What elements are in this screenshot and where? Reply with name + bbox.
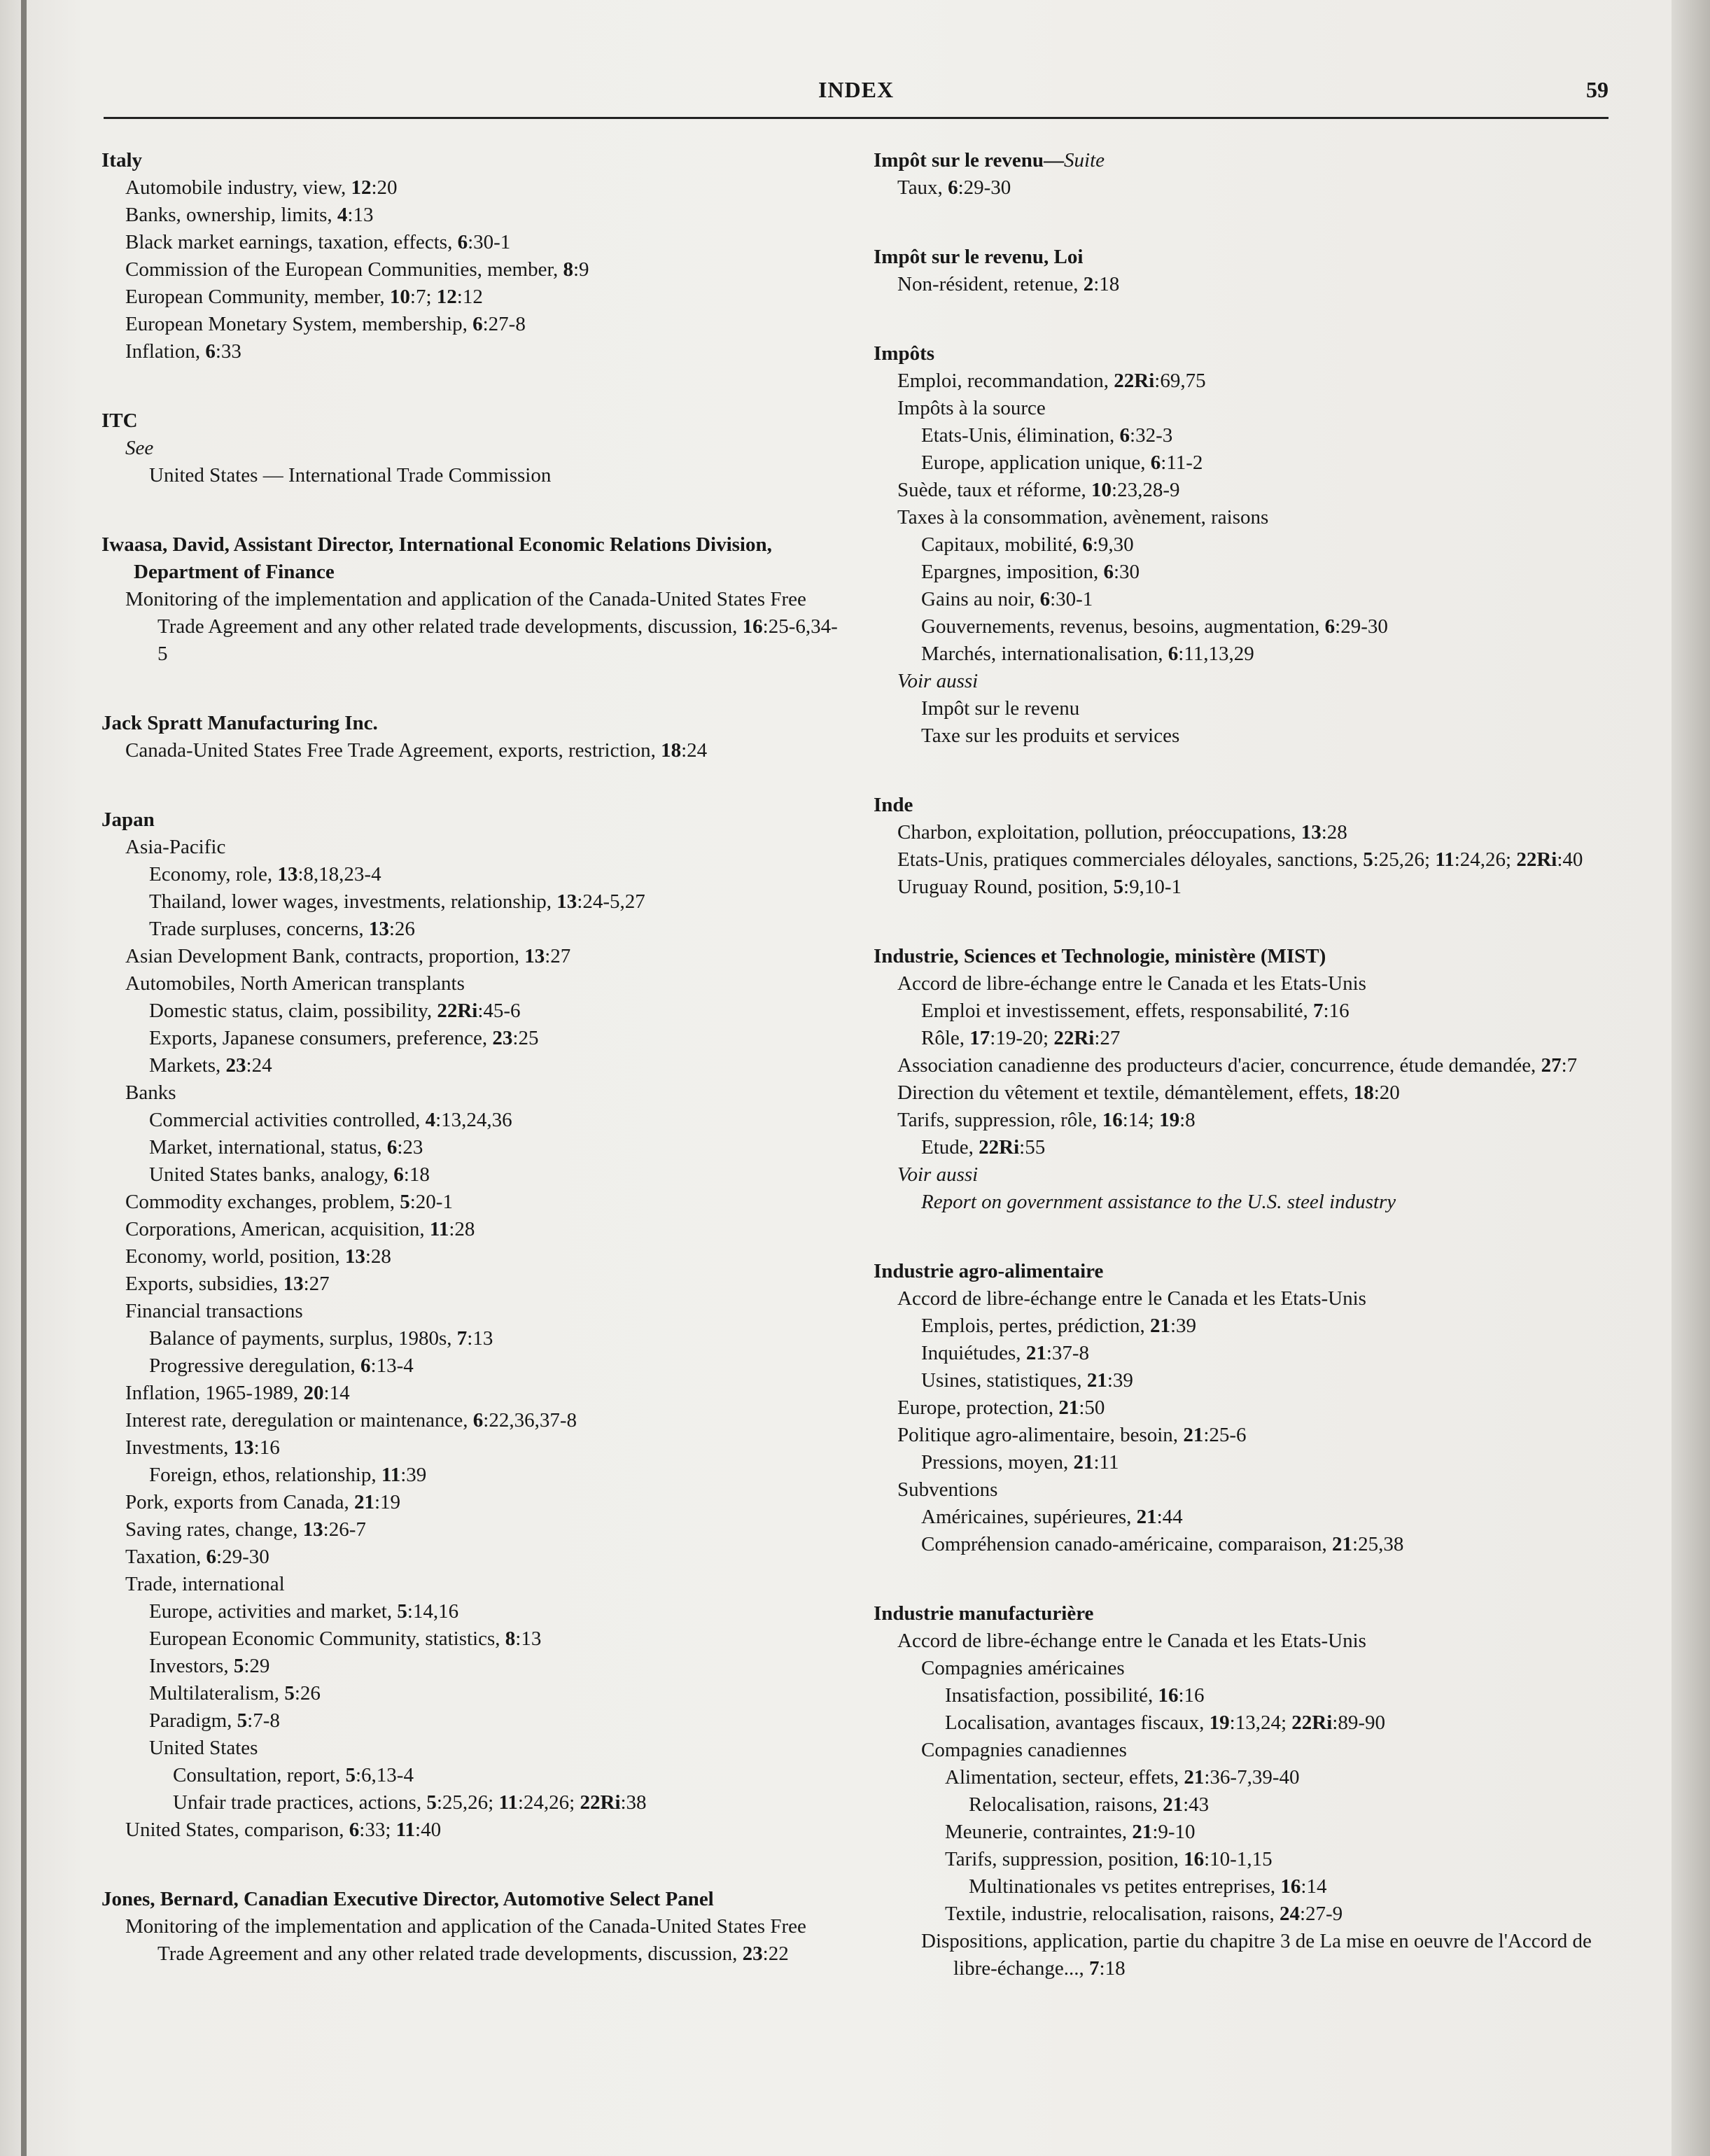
index-entry-heading: Inde (874, 794, 913, 816)
index-subentry: United States — International Trade Commission (149, 464, 552, 486)
index-subentry: United States banks, analogy, 6:18 (149, 1163, 430, 1186)
index-subentry: Voir aussi (897, 670, 979, 692)
index-entry-heading: Industrie, Sciences et Technologie, ministère (MIST) (874, 945, 1326, 967)
index-subentry: Charbon, exploitation, pollution, préoccupations, 13:28 (897, 821, 1347, 844)
index-subentry: Exports, subsidies, 13:27 (125, 1273, 330, 1295)
index-subentry: Banks (125, 1082, 176, 1104)
page-title: INDEX (818, 77, 895, 102)
index-entry (101, 806, 843, 1844)
index-entry (874, 1600, 1612, 1982)
index-subentry: Politique agro-alimentaire, besoin, 21:25-6 (897, 1424, 1247, 1446)
index-subentry: Commission of the European Communities, member, 8:9 (125, 258, 589, 281)
index-subentry: Thailand, lower wages, investments, relationship, 13:24-5,27 (149, 890, 645, 913)
index-subentry: Alimentation, secteur, effets, 21:36-7,39-40 (945, 1766, 1300, 1788)
index-subentry: Etats-Unis, élimination, 6:32-3 (921, 424, 1173, 447)
index-entry (101, 531, 843, 668)
index-subentry: Automobiles, North American transplants (125, 972, 465, 995)
index-subentry: Inflation, 1965-1989, 20:14 (125, 1382, 350, 1404)
index-subentry: Report on government assistance to the U.S. steel industry (921, 1191, 1396, 1213)
index-subentry: Interest rate, deregulation or maintenance, 6:22,36,37-8 (125, 1409, 577, 1432)
index-subentry: Paradigm, 5:7-8 (149, 1709, 280, 1732)
index-subentry: Monitoring of the implementation and application of the Canada-United States Free Trade Agreement and any other related trade developments, discussion, 16:25-6,34-5 (125, 588, 838, 665)
index-subentry: European Community, member, 10:7; 12:12 (125, 286, 483, 308)
index-entry (101, 407, 843, 489)
index-subentry: Investments, 13:16 (125, 1436, 280, 1459)
index-subentry: Trade, international (125, 1573, 285, 1595)
index-subentry: Gouvernements, revenus, besoins, augmentation, 6:29-30 (921, 615, 1388, 638)
index-subentry: Markets, 23:24 (149, 1054, 272, 1077)
index-subentry: Pressions, moyen, 21:11 (921, 1451, 1119, 1474)
index-subentry: Suède, taux et réforme, 10:23,28-9 (897, 479, 1180, 501)
index-subentry: Asia-Pacific (125, 836, 226, 858)
index-subentry: Uruguay Round, position, 5:9,10-1 (897, 876, 1182, 898)
index-entry (874, 244, 1612, 298)
index-subentry: Emploi, recommandation, 22Ri:69,75 (897, 370, 1206, 392)
header-rule (104, 117, 1609, 119)
index-entry-heading: Impôts (874, 342, 935, 365)
page-header (104, 77, 1609, 112)
page-binding-edge (21, 0, 27, 2156)
index-subentry: Relocalisation, raisons, 21:43 (969, 1793, 1210, 1816)
index-subentry: Taxation, 6:29-30 (125, 1546, 269, 1568)
index-subentry: Europe, application unique, 6:11-2 (921, 451, 1203, 474)
index-subentry: European Economic Community, statistics, 8:13 (149, 1628, 542, 1650)
index-subentry: Foreign, ethos, relationship, 11:39 (149, 1464, 427, 1486)
index-subentry: Etats-Unis, pratiques commerciales déloyales, sanctions, 5:25,26; 11:24,26; 22Ri:40 (897, 848, 1583, 871)
index-subentry: Epargnes, imposition, 6:30 (921, 561, 1140, 583)
index-subentry: United States (149, 1737, 258, 1759)
index-entry-heading: Industrie manufacturière (874, 1602, 1094, 1625)
index-entry (874, 943, 1612, 1216)
index-entry-heading: Italy (101, 149, 142, 172)
index-entry (874, 147, 1612, 202)
index-subentry: Inflation, 6:33 (125, 340, 241, 363)
index-entry (874, 792, 1612, 901)
index-subentry: Commodity exchanges, problem, 5:20-1 (125, 1191, 453, 1213)
index-subentry: Impôt sur le revenu (921, 697, 1080, 720)
index-subentry: Black market earnings, taxation, effects, 6:30-1 (125, 231, 511, 253)
index-subentry: Association canadienne des producteurs d'acier, concurrence, étude demandée, 27:7 (897, 1054, 1578, 1077)
index-subentry: United States, comparison, 6:33; 11:40 (125, 1819, 442, 1841)
index-subentry: Market, international, status, 6:23 (149, 1136, 423, 1158)
index-entry (101, 710, 843, 764)
index-subentry: Europe, protection, 21:50 (897, 1396, 1105, 1419)
index-subentry: Tarifs, suppression, rôle, 16:14; 19:8 (897, 1109, 1196, 1131)
index-subentry: Emplois, pertes, prédiction, 21:39 (921, 1315, 1197, 1337)
index-subentry: Consultation, report, 5:6,13-4 (173, 1764, 414, 1786)
index-subentry: Economy, world, position, 13:28 (125, 1245, 391, 1268)
index-subentry: Investors, 5:29 (149, 1655, 270, 1677)
index-subentry: Accord de libre-échange entre le Canada et les Etats-Unis (897, 972, 1366, 995)
index-entry-heading: Impôt sur le revenu—Suite (874, 149, 1105, 172)
index-subentry: Canada-United States Free Trade Agreement, exports, restriction, 18:24 (125, 739, 708, 762)
index-subentry: Compagnies canadiennes (921, 1739, 1127, 1761)
index-entry-heading: Impôt sur le revenu, Loi (874, 246, 1084, 268)
index-subentry: Economy, role, 13:8,18,23-4 (149, 863, 381, 886)
index-subentry: Accord de libre-échange entre le Canada et les Etats-Unis (897, 1287, 1366, 1310)
index-subentry: Europe, activities and market, 5:14,16 (149, 1600, 459, 1623)
index-entry-heading: Iwaasa, David, Assistant Director, International Economic Relations Division, Department of Finance (101, 533, 772, 583)
index-subentry: Commercial activities controlled, 4:13,24,36 (149, 1109, 512, 1131)
index-subentry: Emploi et investissement, effets, responsabilité, 7:16 (921, 1000, 1350, 1022)
index-subentry: Compréhension canado-américaine, comparaison, 21:25,38 (921, 1533, 1404, 1555)
index-subentry: Banks, ownership, limits, 4:13 (125, 204, 374, 226)
index-subentry: Usines, statistiques, 21:39 (921, 1369, 1133, 1392)
index-column-left (101, 147, 843, 2010)
index-subentry: Asian Development Bank, contracts, proportion, 13:27 (125, 945, 571, 967)
index-subentry: Corporations, American, acquisition, 11:28 (125, 1218, 475, 1240)
index-subentry: Etude, 22Ri:55 (921, 1136, 1046, 1158)
index-subentry: Multilateralism, 5:26 (149, 1682, 321, 1704)
index-subentry: Textile, industrie, relocalisation, raisons, 24:27-9 (945, 1903, 1343, 1925)
index-subentry: Marchés, internationalisation, 6:11,13,29 (921, 643, 1254, 665)
index-subentry: Automobile industry, view, 12:20 (125, 176, 398, 199)
index-subentry: Saving rates, change, 13:26-7 (125, 1518, 366, 1541)
index-subentry: Dispositions, application, partie du chapitre 3 de La mise en oeuvre de l'Accord de libre-échange..., 7:18 (921, 1930, 1592, 1980)
index-entry-heading: Industrie agro-alimentaire (874, 1260, 1104, 1282)
index-subentry: Gains au noir, 6:30-1 (921, 588, 1093, 610)
index-subentry: Localisation, avantages fiscaux, 19:13,24; 22Ri:89-90 (945, 1712, 1386, 1734)
index-subentry: Domestic status, claim, possibility, 22Ri:45-6 (149, 1000, 521, 1022)
index-subentry: Américaines, supérieures, 21:44 (921, 1506, 1183, 1528)
index-subentry: Inquiétudes, 21:37-8 (921, 1342, 1090, 1364)
index-entry-heading: Jack Spratt Manufacturing Inc. (101, 712, 378, 734)
index-column-right (874, 147, 1612, 2024)
index-subentry: Tarifs, suppression, position, 16:10-1,15 (945, 1848, 1273, 1870)
index-entry (101, 1886, 843, 1968)
index-entry-heading: Jones, Bernard, Canadian Executive Director, Automotive Select Panel (101, 1888, 714, 1910)
index-subentry: Accord de libre-échange entre le Canada et les Etats-Unis (897, 1630, 1366, 1652)
index-subentry: Multinationales vs petites entreprises, 16:14 (969, 1875, 1327, 1898)
index-entry-heading: Japan (101, 808, 155, 831)
index-subentry: European Monetary System, membership, 6:27-8 (125, 313, 526, 335)
index-subentry: Financial transactions (125, 1300, 303, 1322)
index-subentry: Pork, exports from Canada, 21:19 (125, 1491, 401, 1513)
index-subentry: Meunerie, contraintes, 21:9-10 (945, 1821, 1196, 1843)
index-subentry: Non-résident, retenue, 2:18 (897, 273, 1120, 295)
index-subentry: Insatisfaction, possibilité, 16:16 (945, 1684, 1205, 1707)
index-subentry: Monitoring of the implementation and application of the Canada-United States Free Trade Agreement and any other related trade developments, discussion, 23:22 (125, 1915, 806, 1965)
index-subentry: See (125, 437, 154, 459)
index-entry (874, 340, 1612, 750)
index-subentry: Capitaux, mobilité, 6:9,30 (921, 533, 1134, 556)
index-subentry: Balance of payments, surplus, 1980s, 7:13 (149, 1327, 493, 1350)
index-subentry: Exports, Japanese consumers, preference, 23:25 (149, 1027, 539, 1049)
index-entry-heading: ITC (101, 410, 138, 432)
page-number: 59 (1586, 77, 1609, 102)
index-entry (874, 1258, 1612, 1558)
index-subentry: Taux, 6:29-30 (897, 176, 1011, 199)
page-right-edge (1672, 0, 1710, 2156)
index-subentry: Unfair trade practices, actions, 5:25,26; 11:24,26; 22Ri:38 (173, 1791, 647, 1814)
index-subentry: Progressive deregulation, 6:13-4 (149, 1354, 414, 1377)
index-subentry: Taxes à la consommation, avènement, raisons (897, 506, 1269, 528)
index-subentry: Direction du vêtement et textile, démantèlement, effets, 18:20 (897, 1082, 1400, 1104)
index-subentry: Rôle, 17:19-20; 22Ri:27 (921, 1027, 1121, 1049)
index-subentry: Impôts à la source (897, 397, 1046, 419)
index-subentry: Trade surpluses, concerns, 13:26 (149, 918, 415, 940)
index-subentry: Taxe sur les produits et services (921, 724, 1180, 747)
index-subentry: Compagnies américaines (921, 1657, 1125, 1679)
index-subentry: Voir aussi (897, 1163, 979, 1186)
index-entry (101, 147, 843, 365)
index-subentry: Subventions (897, 1478, 998, 1501)
